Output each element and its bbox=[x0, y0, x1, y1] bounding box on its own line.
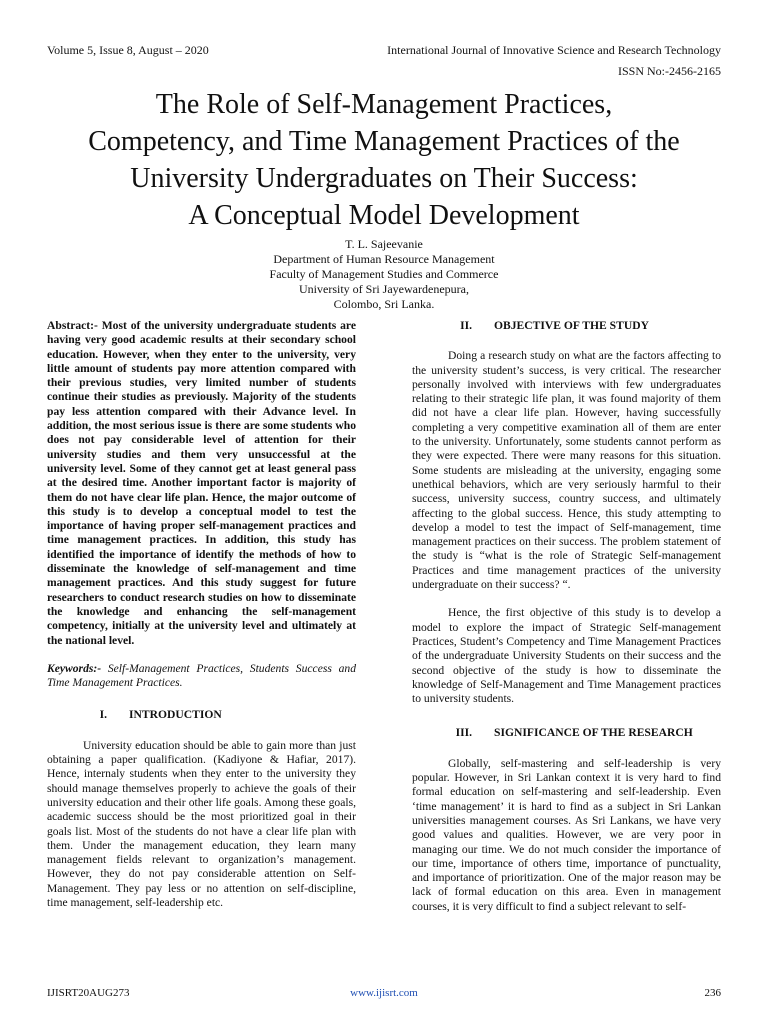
paper-title bbox=[40, 86, 728, 234]
volume-issue: Volume 5, Issue 8, August – 2020 bbox=[47, 43, 209, 57]
title-line-4: A Conceptual Model Development bbox=[188, 200, 580, 231]
author-location: Colombo, Sri Lanka. bbox=[333, 297, 435, 311]
journal-url[interactable]: www.ijisrt.com bbox=[350, 987, 418, 999]
section-heading-introduction bbox=[47, 708, 356, 722]
right-column bbox=[412, 319, 721, 914]
issn: ISSN No:-2456-2165 bbox=[617, 64, 721, 78]
title-line-1: The Role of Self-Management Practices, bbox=[155, 89, 613, 120]
section-number: III. bbox=[455, 726, 472, 740]
intro-paragraph: University education should be able to gain more than just obtaining a paper qualification. (Kadiyone & Hafiar, 2017). Hence, internaly students when they enter to the university they should manage themselves properly to achieve the goals of their university education and their other life goals. Among these goals, academic success should be the most prioritized goal in their goals list. Most of the students do not have a clear life plan with them. Under the management education, they learn many management fields relevant to organization’s management. However, they do not pay considerable attention on Self-Management. They pay less or no attention on self-discipline, time management, self-leadership etc. bbox=[47, 738, 356, 909]
section-number: I. bbox=[99, 708, 107, 722]
author-block bbox=[0, 237, 768, 312]
page-number: 236 bbox=[704, 987, 721, 999]
journal-name: International Journal of Innovative Science and Research Technology bbox=[387, 43, 721, 57]
author-name: T. L. Sajeevanie bbox=[345, 237, 423, 251]
author-dept: Department of Human Resource Management bbox=[273, 252, 495, 266]
objective-paragraph-2: Hence, the first objective of this study is to develop a model to explore the impact of Strategic Self-management Practices, Student’s Competency and Time Management Practices of the undergraduate University Students on their success and the second objective of the study is how to disseminate the knowledge of Self-Management and Time Management practices to university students. bbox=[412, 606, 721, 706]
keywords-text: Self-Management Practices, Students Success and Time Management Practices. bbox=[47, 661, 356, 690]
section-number: II. bbox=[460, 319, 472, 332]
objective-paragraph-1: Doing a research study on what are the factors affecting to the university student’s success, is very critical. The researcher personally involved with interviews with few undergraduates relating to their strategic life plan, it was found majority of them did not have a clear life plan. However, having successfully completing a very competitive examination all of them are enter to the university. Unfortunately, some students cannot perform as they were expected. There were many reasons for this situation. Some students are misleading at the university, engaging some unethical behaviors, which are very seriously harmful to their success, university success, country success, and ultimately affecting to the global success. Hence, this study attempting to develop a model to test the impact of Self-management, time management practices on their success. The problem statement of the study is “what is the role of Strategic Self-management Practices and time management practices of the university undergraduate on their success? “. bbox=[412, 349, 721, 592]
significance-paragraph: Globally, self-mastering and self-leadership is very popular. However, in Sri Lankan context it is very hard to find formal education on self-mastering and self-leadership. Even ‘time management’ it is hard to find as a subject in Sri Lankan universities management courses. As Sri Lankans, we have very good values and qualities. However, we are very poor in managing our time. We do not much consider the importance of our time, importance of others time, importance of punctuality, and importance of prioritization. One of the major reason may be lack of formal education on this area. Even in management courses, it is very difficult to find a subject relevant to self- bbox=[412, 756, 721, 913]
section-title: OBJECTIVE OF THE STUDY bbox=[494, 319, 649, 332]
section-heading-objective bbox=[412, 319, 721, 333]
section-title: INTRODUCTION bbox=[129, 708, 222, 722]
section-heading-significance bbox=[412, 726, 721, 740]
author-university: University of Sri Jayewardenepura, bbox=[299, 282, 469, 296]
title-line-3: University Undergraduates on Their Success: bbox=[130, 163, 638, 194]
keywords-label: Keywords:- bbox=[47, 661, 102, 675]
author-faculty: Faculty of Management Studies and Commerce bbox=[269, 267, 499, 281]
paper-id: IJISRT20AUG273 bbox=[47, 987, 130, 999]
left-column bbox=[47, 319, 356, 910]
title-line-2: Competency, and Time Management Practices of the bbox=[88, 126, 680, 157]
keywords bbox=[47, 662, 356, 691]
abstract-text: Abstract:- Most of the university undergraduate students are having very good academic results at their secondary school education. However, when they enter to the university, very little amount of students pay more attention compared with their previous studies, very limited number of students continue their studies as previously. Majority of the students pay less attention compared with their Advance level. In addition, the most serious issue is there are some students who does not pay considerable level of attention for their university studies and them very unsuccessful at the university level. Some of they cannot get at least general pass at the desired time. Another important factor is majority of them do not have clear life plan. Hence, the major outcome of this study is to develop a conceptual model to test the importance of having proper self-management practices and time management practices. In addition, this study has identified the importance of identify the methods of how to disseminate the knowledge of self-management and time management practices. And this study suggest for future researchers to conduct research studies on how to disseminate the knowledge and enhancing the self-management competency, initially at the university level and ultimately at the national level. bbox=[47, 319, 356, 647]
section-title: SIGNIFICANCE OF THE RESEARCH bbox=[494, 726, 693, 740]
